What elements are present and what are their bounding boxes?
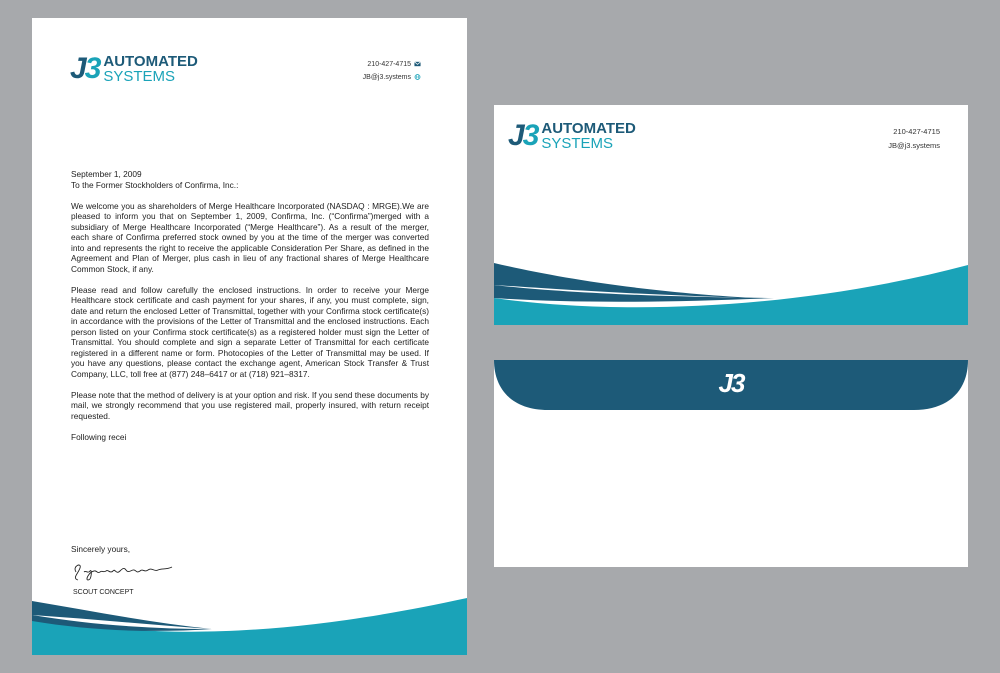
contact-phone: 210-427-4715 [893,127,940,136]
company-logo [508,121,636,151]
logo-wordmark [103,54,197,84]
globe-icon [414,74,421,80]
contact-phone: 210-427-4715 [367,61,411,68]
contact-email: JB@j3.systems [888,141,940,150]
logo-line-automated: AUTOMATED [103,53,198,70]
logo-line-systems: SYSTEMS [103,68,176,85]
envelope-front [494,105,968,325]
flap-logo-mark: J3 [718,368,744,398]
envelope-footer-swoosh [494,263,968,325]
envelope-back [494,360,968,567]
signer-name: SCOUT CONCEPT [73,589,134,596]
logo-mark: J3 [508,119,538,152]
contact-block [888,125,940,153]
logo-line-systems: SYSTEMS [541,135,614,152]
letter-paragraph: Please read and follow carefully the enclosed instructions. In order to receive your Merge Healthcare stock certificate and cash payment for your shares, if any, you must complete, sign, date and return the enclosed Letter of Transmittal, together with your Confirma stock certificate(s) in accordance with the provisions of the Letter of Transmittal and the enclosed instructions. Each person listed on your Confirma stock certificate(s) as a registered holder must sign the Letter of Transmittal. You should complete and sign a separate Letter of Transmittal for each certificate registered in a different name or form. Photocopies of the Letter of Transmittal may be used. If you have any questions, please contact the exchange agent, American Stock Transfer & Trust Company, LLC, toll free at (877) 248–6417 or at (718) 921–8317. [71,284,429,379]
letter-paragraph: Please note that the method of delivery is at your option and risk. If you send these documents by mail, we strongly recommend that you use registered mail, properly insured, with return receipt requested. [71,389,429,421]
company-logo [70,54,198,84]
letterhead-footer-swoosh [32,595,467,655]
letter-paragraph: Following recei [71,431,127,442]
letter-body [71,169,429,453]
logo-mark: J3 [70,52,100,85]
logo-line-automated: AUTOMATED [541,120,636,137]
letter-closing: Sincerely yours, [71,544,131,554]
envelope-icon [414,61,421,67]
handwritten-signature [70,558,180,584]
logo-wordmark [541,121,635,151]
letter-date: September 1, 2009 [71,169,142,179]
contact-block [363,58,421,84]
letter-paragraph: We welcome you as shareholders of Merge Healthcare Incorporated (NASDAQ : MRGE).We are pleased to inform you that on September 1, 2009, Confirma, Inc. (“Confirma”)merged with a subsidiary of Merge Healthcare Incorporated (“Merge Healthcare”). As a result of the merger, each share of Confirma preferred stock owned by you at the time of the merger was converted into and represents the right to receive the applicable Consideration Per Share, as defined in the Agreement and Plan of Merger, plus cash in lieu of any fractional shares of Merge Healthcare Common Stock, if any. [71,200,429,274]
contact-email: JB@j3.systems [362,74,411,81]
letter-salutation: To the Former Stockholders of Confirma, Inc.: [71,179,239,190]
letterhead-sheet [32,18,467,655]
